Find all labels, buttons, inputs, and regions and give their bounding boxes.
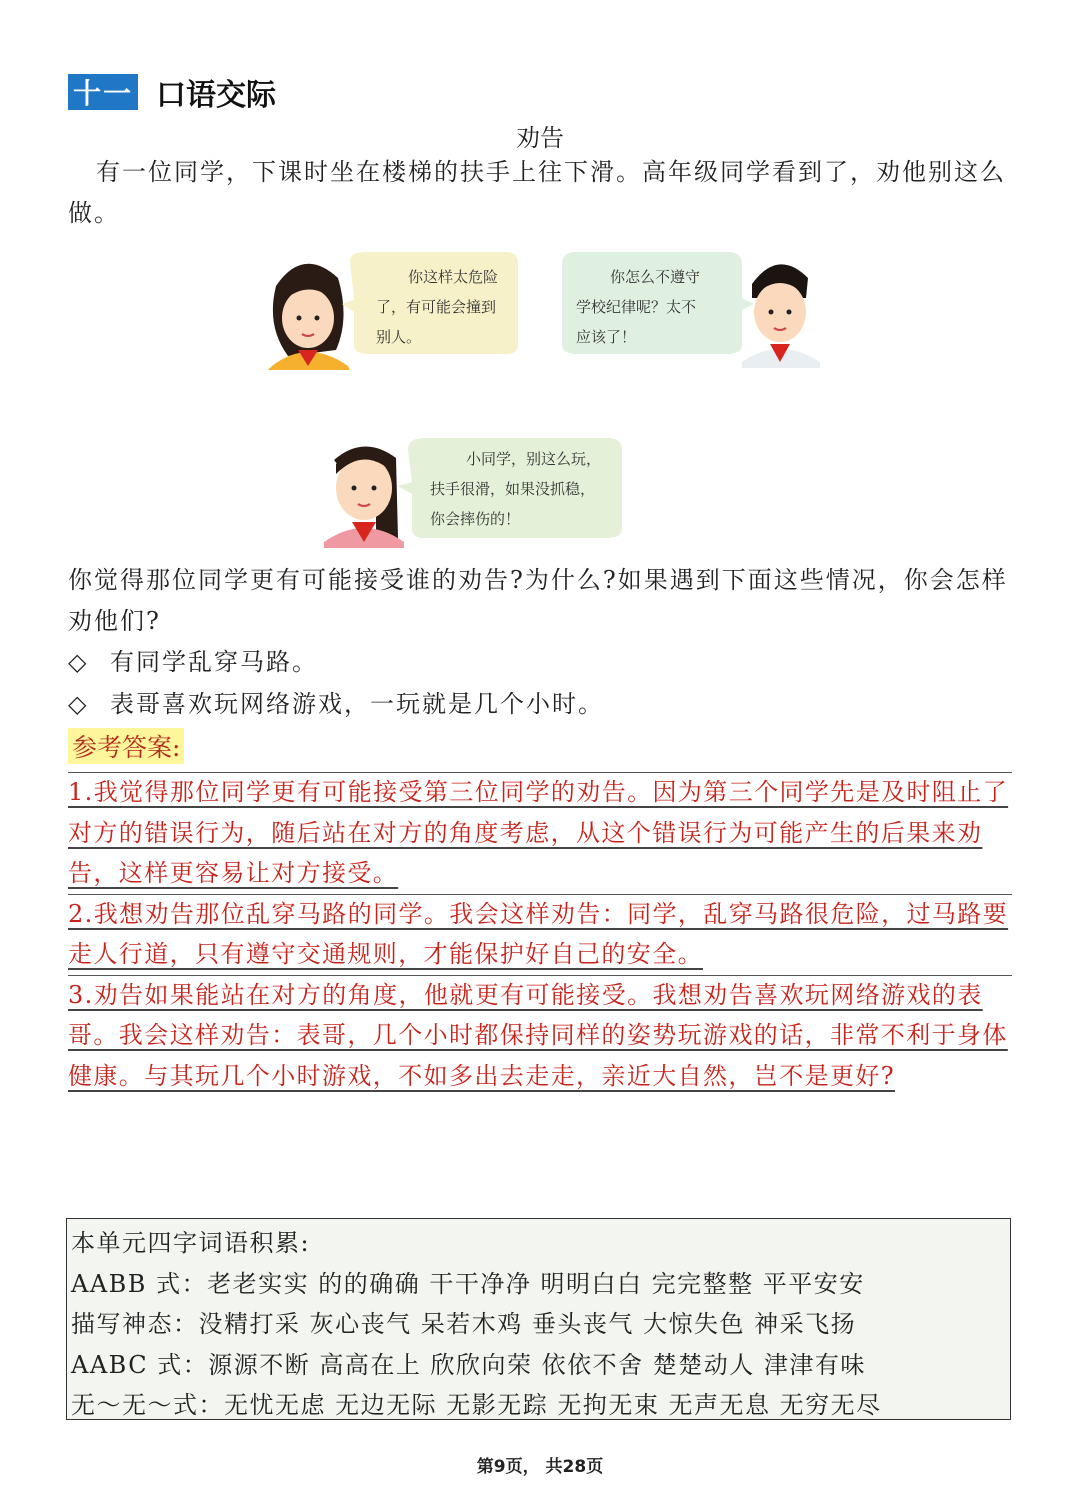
bubble3-line3: 你会摔伤的！: [430, 510, 521, 528]
bubble1-line2: 了，有可能会撞到: [376, 298, 497, 316]
answer-item-2: [68, 894, 1012, 975]
vocabulary-title: 本单元四字词语积累:: [71, 1229, 311, 1257]
bubble1-line3: 别人。: [376, 328, 422, 346]
speech-bubble-1: [342, 252, 518, 354]
section-header: [68, 70, 276, 114]
unit-title: 口语交际: [156, 78, 276, 113]
bubble2-line3: 应该了！: [576, 328, 637, 346]
lesson-subtitle: 劝告: [516, 124, 564, 152]
bubble3-line1: 小同学，别这么玩，: [466, 450, 602, 468]
vocabulary-row-1: AABB 式：老老实实 的的确确 干干净净 明明白白 完完整整 平平安安: [71, 1269, 865, 1298]
answer-text-2: 2.我想劝告那位乱穿马路的同学。我会这样劝告：同学，乱穿马路很危险，过马路要走人行道，只有遵守交通规则，才能保护好自己的安全。: [68, 899, 1009, 968]
bubble2-line2: 学校纪律呢？太不: [576, 298, 697, 316]
illustration: [258, 238, 828, 548]
answer-text-1: 1.我觉得那位同学更有可能接受第三位同学的劝告。因为第三个同学先是及时阻止了对方的错误行为，随后站在对方的角度考虑，从这个错误行为可能产生的后果来劝告，这样更容易让对方接受。: [68, 778, 1009, 887]
vocabulary-row-3: AABC 式：源源不断 高高在上 欣欣向荣 依依不舍 楚楚动人 津津有味: [71, 1350, 866, 1379]
diamond-bullet-icon: ◇: [68, 690, 89, 718]
answer-label: 参考答案:: [68, 728, 184, 764]
vocabulary-row-2: 描写神态：没精打采 灰心丧气 呆若木鸡 垂头丧气 大惊失色 神采飞扬: [71, 1310, 857, 1338]
bullet-text-1: 有同学乱穿马路。: [110, 648, 318, 676]
discussion-question: 你觉得那位同学更有可能接受谁的劝告?为什么?如果遇到下面这些情况，你会怎样劝他们?: [68, 566, 1008, 635]
intro-paragraph: 有一位同学，下课时坐在楼梯的扶手上往下滑。高年级同学看到了，劝他别这么做。: [68, 158, 1006, 227]
bullet-text-2: 表哥喜欢玩网络游戏，一玩就是几个小时。: [110, 690, 604, 718]
bubble2-line1: 你怎么不遵守: [610, 268, 701, 286]
speech-bubble-2: [562, 252, 754, 354]
answer-item-3: [68, 975, 1012, 1097]
answer-list: [68, 772, 1012, 1096]
bullet-item-2: [68, 684, 604, 719]
page-number: 第9页， 共28页: [476, 1457, 604, 1477]
vocabulary-row-4: 无～无～式：无忧无虑 无边无际 无影无踪 无拘无束 无声无息 无穷无尽: [71, 1391, 882, 1419]
answer-item-1: [68, 772, 1012, 894]
answer-text-3: 3.劝告如果能站在对方的角度，他就更有可能接受。我想劝告喜欢玩网络游戏的表哥。我会这样劝告：表哥，几个小时都保持同样的姿势玩游戏的话，非常不利于身体健康。与其玩几个小时游戏，不如多出去走走，亲近大自然，岂不是更好?: [68, 980, 1008, 1090]
vocabulary-box: [66, 1218, 1011, 1420]
bullet-item-1: [68, 642, 318, 677]
bubble1-line1: 你这样太危险: [408, 268, 499, 286]
speech-bubble-3: [398, 438, 622, 538]
diamond-bullet-icon: ◇: [68, 648, 89, 676]
unit-number-badge: 十一: [68, 74, 138, 110]
bubble3-line2: 扶手很滑，如果没抓稳，: [430, 480, 596, 498]
